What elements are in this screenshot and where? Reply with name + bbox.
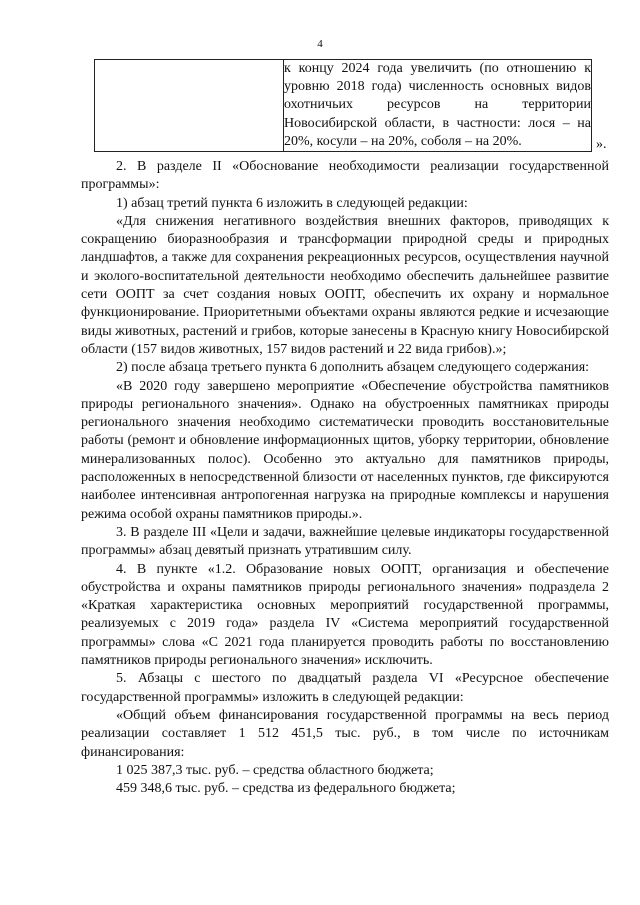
paragraph-section-2: 2. В разделе II «Обоснование необходимости реализации государственной программы»: bbox=[81, 159, 609, 193]
paragraph-funding-total: «Общий объем финансирования государственной программы на весь период реализации составляет 1 512 451,5 тыс. руб., в том числе по источникам финансирования: bbox=[81, 707, 609, 760]
paragraph-quote-2: «В 2020 году завершено мероприятие «Обеспечение обустройства памятников природы регионального значения». Однако на обустроенных памятниках природы регионального значения необходимо систематически проводить восстановительные работы (ремонт и обновление информационных щитов, уборку территории, обновление минерализованных полос). Особенно это актуально для памятников природы, расположенных в непосредственной близости от населенных пунктов, где фиксируются наиболее интенсивная антропогенная нагрузка на природные комплексы и нарушения режима особой охраны памятников природы.». bbox=[81, 378, 609, 522]
page-number: 4 bbox=[317, 38, 323, 50]
continuation-table bbox=[94, 59, 592, 152]
paragraph-item-1: 1) абзац третий пункта 6 изложить в следующей редакции: bbox=[116, 195, 468, 211]
paragraph-quote-1: «Для снижения негативного воздействия внешних факторов, приводящих к сокращению биоразнообразия и трансформации природной среды и природных ландшафтов, а также для сохранения рекреационных ресурсов, осуществления научной и эколого-воспитательной деятельности необходимо обеспечить дальнейшее развитие сети ООПТ за счет создания новых ООПТ, обеспечить их охрану и нормальное функционирование. Приоритетными объектами охраны являются редкие и исчезающие виды животных, растений и грибов, которые занесены в Красную книгу Новосибирской области (157 видов животных, 157 видов растений и 22 вида грибов).»; bbox=[81, 213, 609, 357]
paragraph-item-2: 2) после абзаца третьего пункта 6 дополнить абзацем следующего содержания: bbox=[116, 360, 590, 376]
paragraph-section-5: 5. Абзацы с шестого по двадцатый раздела VI «Ресурсное обеспечение государственной программы» изложить в следующей редакции: bbox=[81, 671, 609, 705]
table-empty-cell bbox=[95, 60, 284, 152]
paragraph-section-4: 4. В пункте «1.2. Образование новых ООПТ, организация и обеспечение обустройства и охраны памятников природы регионального значения» подраздела 2 «Краткая характеристика основных мероприятий государственной программы, реализуемых с 2019 года» раздела IV «Система мероприятий государственной программы» слова «С 2021 года планируется проводить работы по восстановлению памятников природы регионального значения» исключить. bbox=[81, 561, 609, 669]
table-row bbox=[95, 60, 592, 152]
table-closing-quote: ». bbox=[596, 137, 607, 152]
document-body bbox=[81, 158, 609, 798]
paragraph-funding-regional: 1 025 387,3 тыс. руб. – средства областного бюджета; bbox=[116, 762, 434, 778]
paragraph-section-3: 3. В разделе III «Цели и задачи, важнейшие целевые индикаторы государственной программы» абзац девятый признать утратившим силу. bbox=[81, 524, 609, 559]
table-text-cell: к концу 2024 года увеличить (по отношению к уровню 2018 года) численность основных видов охотничьих ресурсов на территории Новосибирской области, в частности: лося – на 20%, косули – на 20%, соболя – на 20%. bbox=[284, 60, 592, 152]
paragraph-funding-federal: 459 348,6 тыс. руб. – средства из федерального бюджета; bbox=[116, 781, 456, 797]
